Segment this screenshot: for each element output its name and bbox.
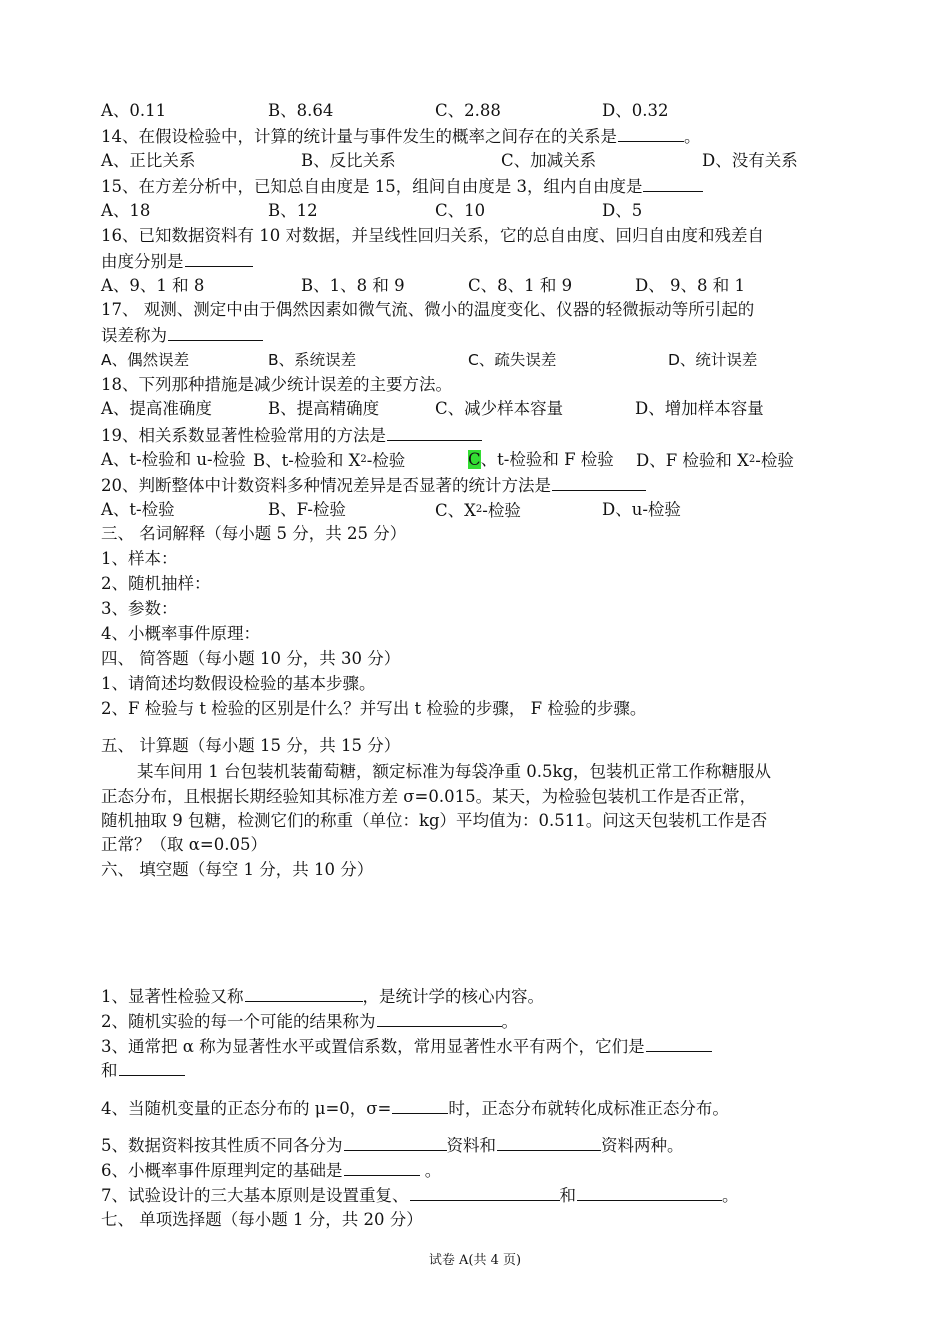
option-b: B、反比关系	[301, 151, 396, 170]
option-d: D、统计误差	[668, 351, 758, 369]
short-answer-1: 1、请简述均数假设检验的基本步骤。	[101, 674, 376, 693]
fill-text: 4、当随机变量的正态分布的 μ=0，σ=	[101, 1099, 392, 1118]
fill-5	[101, 1134, 684, 1157]
option-a: A、t-检验	[101, 500, 175, 519]
section-7-title: 七、 单项选择题（每小题 1 分，共 20 分）	[101, 1210, 423, 1229]
question-text: 15、在方差分析中，已知总自由度是 15，组间自由度是 3，组内自由度是	[101, 177, 643, 196]
answer-blank	[185, 250, 253, 267]
term-3: 3、参数：	[101, 599, 178, 618]
problem-line-4: 正常？（取 α=0.05）	[101, 835, 267, 854]
option-text: 、t-检验和 F 检验	[480, 450, 614, 469]
answer-blank	[387, 424, 482, 441]
option-c: C、疏失误差	[468, 351, 557, 369]
fill-6	[101, 1159, 441, 1182]
answer-blank	[344, 1159, 420, 1176]
fill-7	[101, 1184, 739, 1207]
option-d: D、0.32	[602, 101, 669, 120]
term-4: 4、小概率事件原理：	[101, 624, 260, 643]
option-d: D、5	[602, 201, 643, 220]
option-c: C、减少样本容量	[435, 399, 564, 418]
option-a: A、提高准确度	[101, 399, 212, 418]
problem-line-1: 某车间用 1 台包装机装葡萄糖，额定标准为每袋净重 0.5kg，包装机正常工作称糖服从	[137, 762, 772, 781]
fill-1	[101, 985, 544, 1008]
option-b: B、1、8 和 9	[301, 276, 405, 295]
fill-2	[101, 1010, 518, 1033]
fill-text: 3、通常把 α 称为显著性水平或置信系数，常用显著性水平有两个，它们是	[101, 1037, 645, 1056]
option-b	[253, 449, 405, 472]
superscript: 2	[748, 454, 756, 465]
option-d	[636, 449, 794, 472]
option-text: B、t-检验和 X	[253, 451, 361, 470]
answer-blank	[646, 1035, 712, 1052]
fill-3	[101, 1035, 712, 1058]
answer-blank	[497, 1134, 601, 1151]
option-text: -检验	[366, 451, 406, 470]
option-text: C、X	[435, 501, 476, 520]
superscript: 2	[360, 454, 367, 465]
fill-text: 和	[101, 1061, 118, 1080]
answer-blank	[577, 1184, 722, 1201]
question-20	[101, 474, 646, 497]
fill-text: 2、随机实验的每一个可能的结果称为	[101, 1012, 376, 1031]
section-3-title: 三、 名词解释（每小题 5 分，共 25 分）	[101, 524, 407, 543]
fill-text: 和	[559, 1186, 576, 1205]
option-a: A、t-检验和 u-检验	[101, 450, 246, 469]
option-text: -检验	[482, 501, 521, 520]
option-a: A、正比关系	[101, 151, 196, 170]
answer-blank	[344, 1134, 447, 1151]
highlighted-answer-mark: C	[468, 450, 481, 469]
option-b: B、系统误差	[268, 351, 357, 369]
question-19	[101, 424, 482, 447]
problem-line-3: 随机抽取 9 包糖，检测它们的称重（单位：kg）平均值为：0.511。问这天包装机工作是否	[101, 811, 768, 830]
answer-blank	[119, 1059, 185, 1076]
question-16-cont	[101, 250, 253, 273]
question-15	[101, 175, 703, 198]
option-b: B、8.64	[268, 101, 334, 120]
option-c: C、10	[435, 201, 486, 220]
option-text: D、F 检验和 X	[636, 451, 749, 470]
option-d: D、增加样本容量	[635, 399, 764, 418]
option-a: A、18	[101, 201, 151, 220]
question-17: 17、 观测、测定中由于偶然因素如微气流、微小的温度变化、仪器的轻微振动等所引起的	[101, 300, 755, 319]
fill-text: 。	[722, 1186, 739, 1205]
answer-blank	[618, 125, 684, 142]
answer-blank	[377, 1010, 502, 1027]
option-b: B、F-检验	[268, 500, 346, 519]
option-c: C、2.88	[435, 101, 501, 120]
fill-text: 6、小概率事件原理判定的基础是	[101, 1161, 343, 1180]
option-b: B、提高精确度	[268, 399, 380, 418]
question-14	[101, 125, 701, 148]
fill-text: 资料两种。	[601, 1136, 684, 1155]
fill-text: 。	[419, 1161, 442, 1180]
question-18: 18、下列那种措施是减少统计误差的主要方法。	[101, 375, 452, 394]
option-c: C、加减关系	[501, 151, 597, 170]
answer-blank	[410, 1184, 560, 1201]
option-c	[435, 499, 521, 522]
page-footer: 试卷 A(共 4 页)	[428, 1253, 522, 1268]
answer-blank	[245, 985, 363, 1002]
option-d: D、没有关系	[702, 151, 798, 170]
option-c	[468, 449, 614, 471]
superscript: 2	[475, 504, 483, 515]
question-16: 16、已知数据资料有 10 对数据，并呈线性回归关系，它的总自由度、回归自由度和残差自	[101, 226, 764, 245]
option-d: D、u-检验	[602, 500, 681, 519]
question-17-cont	[101, 324, 263, 347]
question-text: 14、在假设检验中，计算的统计量与事件发生的概率之间存在的关系是	[101, 127, 617, 146]
option-c: C、8、1 和 9	[468, 276, 573, 295]
answer-blank	[552, 474, 646, 491]
question-text: 19、相关系数显著性检验常用的方法是	[101, 426, 386, 445]
fill-text: 7、试验设计的三大基本原则是设置重复、	[101, 1186, 409, 1205]
fill-text: 时，正态分布就转化成标准正态分布。	[448, 1099, 729, 1118]
fill-4	[101, 1097, 729, 1120]
section-6-title: 六、 填空题（每空 1 分，共 10 分）	[101, 860, 374, 879]
section-5-title: 五、 计算题（每小题 15 分，共 15 分）	[101, 736, 401, 755]
section-4-title: 四、 简答题（每小题 10 分，共 30 分）	[101, 649, 401, 668]
option-a: A、0.11	[101, 101, 167, 120]
option-text: -检验	[755, 451, 794, 470]
option-d: D、 9、8 和 1	[635, 276, 745, 295]
fill-text: 资料和	[446, 1136, 496, 1155]
option-a: A、9、1 和 8	[101, 276, 205, 295]
question-text: 误差称为	[101, 326, 167, 345]
answer-blank	[168, 324, 263, 341]
short-answer-2: 2、F 检验与 t 检验的区别是什么？并写出 t 检验的步骤， F 检验的步骤。	[101, 699, 647, 718]
option-b: B、12	[268, 201, 318, 220]
fill-text: ，是统计学的核心内容。	[362, 987, 544, 1006]
term-2: 2、随机抽样：	[101, 574, 211, 593]
question-text: 20、判断整体中计数资料多种情况差异是否显著的统计方法是	[101, 476, 551, 495]
problem-line-2: 正态分布，且根据长期经验知其标准方差 σ=0.015。某天，为检验包装机工作是否正常，	[101, 787, 757, 806]
answer-blank	[392, 1097, 448, 1114]
option-a: A、偶然误差	[101, 351, 190, 369]
term-1: 1、样本：	[101, 549, 178, 568]
fill-3-cont	[101, 1059, 185, 1082]
fill-text: 1、显著性检验又称	[101, 987, 244, 1006]
fill-text: 5、数据资料按其性质不同各分为	[101, 1136, 343, 1155]
answer-blank	[643, 175, 703, 192]
punctuation: 。	[684, 127, 701, 146]
question-text: 由度分别是	[101, 252, 184, 271]
fill-text: 。	[501, 1012, 518, 1031]
